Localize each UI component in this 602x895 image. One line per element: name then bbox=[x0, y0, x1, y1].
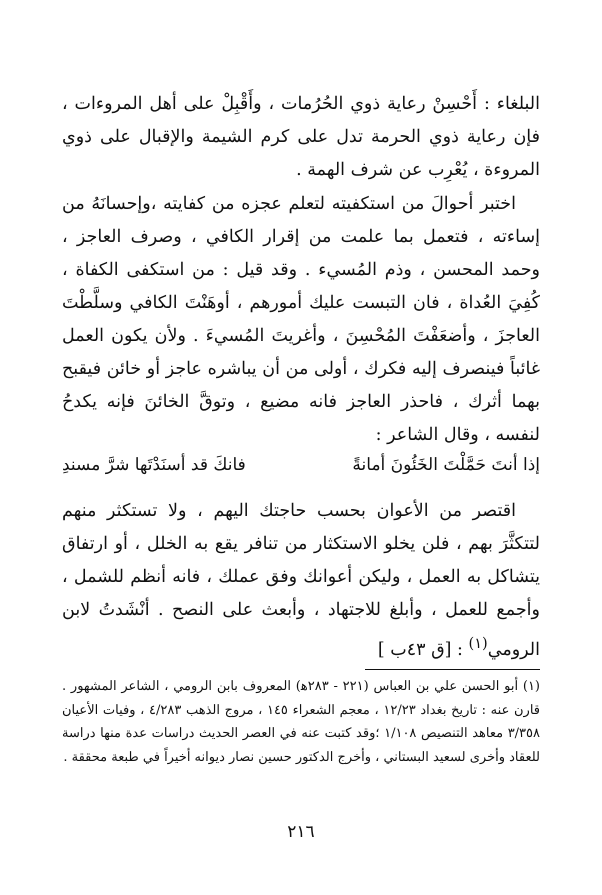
footnote-reference: (١) bbox=[468, 635, 488, 652]
poetry-verse bbox=[62, 452, 540, 478]
paragraph-3 bbox=[62, 495, 540, 667]
paragraph-3-text: اقتصر من الأعوان بحسب حاجتك اليهم ، ولا تستكثر منهم لتتكثَّرَ بهم ، فلن يخلو الاستكثار من تنافر يقع به الخلل ، أو ارتفاق يتشاكل به العمل ، وليكن أعوانك وفق عملك ، فانه أنظم للشمل ، وأجمع للعمل ، وأبلغ للاجتهاد ، وأبعث على النصح . أنْشَدتُ لابن الرومي bbox=[62, 501, 540, 660]
folio-marker: : [ق ٤٣ب ] bbox=[377, 639, 463, 660]
verse-first-hemistich: إذا أنتَ حَمَّلْتَ الخَئُونَ أمانةً bbox=[352, 455, 540, 475]
paragraph-1: البلغاء : أَحْسِنْ رعاية ذوي الحُرُمات ، وأَقْبِلْ على أهل المروءات ، فإن رعاية ذوي الحرمة تدل على كرم الشيمة والإقبال على ذوي المروءة ، يُعْرِب عن شرف الهمة . bbox=[62, 94, 540, 180]
page-number: ٢١٦ bbox=[287, 822, 315, 842]
paragraph-2: اختبر أحوالَ من استكفيته لتعلم عجزه من كفايته ،وإحسانَهُ من إساءته ، فتعمل بما علمت من إقرار الكافي ، وصرف العاجز ، وحمد المحسن ، وذم المُسيء . وقد قيل : من استكفى الكفاة ، كُفِيَ العُداة ، فان التبست عليك أمورهم ، أوهَنْتَ الكافي وسلَّطْتَ العاجزَ ، وأضعَفْتَ المُحْسِنَ ، وأغريتَ المُسيءَ . ولأن يكون العمل غائباً فينصرف إليه فكرك ، أولى من أن يباشره عاجز أو خائن فيقبح بهما أثرك ، فاحذر العاجز فانه مضيع ، وتوقَّ الخائنَ فإنه يكدحُ لنفسه ، وقال الشاعر : bbox=[62, 194, 540, 445]
footnote-separator bbox=[365, 669, 540, 670]
footnote: (١) أبو الحسن علي بن العباس (٢٢١ - ٢٨٣ﻫ) المعروف بابن الرومي ، الشاعر المشهور . قارن عنه : تاريخ بغداد ١٢/٢٣ ، معجم الشعراء ١٤٥ ، مروج الذهب ٤/٢٨٣ ، وفيات الأعيان ٣/٣٥٨ معاهد التنصيص ١/١٠٨ ؛وقد كتبت عنه في العصر الحديث دراسات عدة منها دراسة للعقاد وأخرى لسعيد البستاني ، وأخرج الدكتور حسين نصار ديوانه أخيراً في طبعة محققة . bbox=[62, 679, 540, 765]
verse-second-hemistich: فانكَ قد أسنَدْتَها شرَّ مسندِ bbox=[62, 455, 246, 475]
